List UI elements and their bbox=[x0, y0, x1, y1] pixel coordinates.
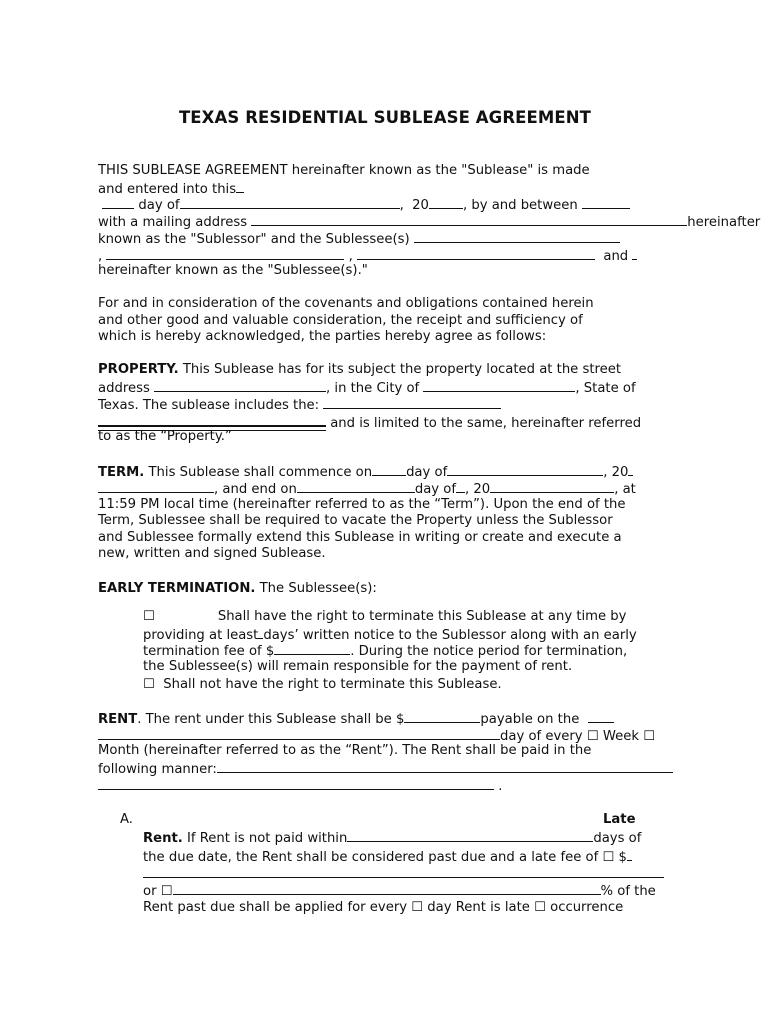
intro-text: 20 bbox=[412, 198, 429, 213]
termination-option-1-line-3 bbox=[143, 642, 627, 660]
start-month-blank[interactable] bbox=[447, 463, 603, 476]
consideration-text: which is hereby acknowledged, the parties hereby agree as follows: bbox=[98, 329, 547, 344]
late-rent-line-4 bbox=[143, 882, 656, 900]
term-heading: TERM. bbox=[98, 465, 145, 480]
city-blank[interactable] bbox=[423, 379, 575, 392]
property-text: to as the “Property.” bbox=[98, 429, 232, 444]
late-rent-text: $ bbox=[618, 850, 627, 865]
option-text: Shall have the right to terminate this Sublease at any time by bbox=[217, 609, 627, 624]
late-fee-blank-line[interactable] bbox=[143, 877, 664, 878]
start-day-blank[interactable] bbox=[372, 463, 406, 476]
property-underline bbox=[98, 430, 326, 431]
late-fee-percent-blank[interactable] bbox=[173, 882, 601, 895]
property-line-2 bbox=[98, 379, 636, 397]
sublessee-name-blank[interactable] bbox=[106, 247, 344, 260]
includes-blank-continued[interactable] bbox=[98, 413, 326, 427]
term-text: and Sublessee formally extend this Sublease in writing or create and execute a bbox=[98, 530, 622, 545]
intro-line-6: , , and bbox=[98, 247, 637, 265]
termination-option-2 bbox=[143, 677, 502, 693]
term-text: new, written and signed Sublease. bbox=[98, 546, 326, 561]
term-line-5 bbox=[98, 530, 622, 546]
intro-text: hereinafter bbox=[687, 215, 761, 230]
intro-line-1 bbox=[98, 163, 590, 179]
payment-manner-blank-continued[interactable] bbox=[98, 777, 494, 790]
consideration-text: For and in consideration of the covenants and obligations contained herein bbox=[98, 296, 594, 311]
option-text: termination fee of $ bbox=[143, 644, 275, 659]
rent-text: . The rent under this Sublease shall be $ bbox=[137, 712, 405, 727]
rent-line-4 bbox=[98, 760, 673, 778]
late-rent-text: or bbox=[143, 884, 157, 899]
consideration-line-2 bbox=[98, 313, 583, 329]
checkbox-flat-fee[interactable]: ☐ bbox=[602, 850, 615, 865]
property-line-5 bbox=[98, 429, 232, 445]
term-text: , at bbox=[614, 482, 636, 497]
late-rent-text: day Rent is late bbox=[427, 900, 530, 915]
checkbox-right-to-terminate[interactable]: ☐ bbox=[143, 609, 155, 624]
late-rent-text: If Rent is not paid within bbox=[182, 831, 348, 846]
end-day-blank[interactable] bbox=[297, 480, 415, 493]
late-rent-heading-late: Late bbox=[603, 812, 636, 827]
checkbox-month[interactable]: ☐ bbox=[643, 729, 656, 744]
option-text: Shall not have the right to terminate this Sublease. bbox=[163, 677, 502, 692]
property-text: address bbox=[98, 381, 150, 396]
term-line-2 bbox=[98, 480, 636, 498]
termination-option-1-line-4 bbox=[143, 659, 572, 675]
payment-manner-blank[interactable] bbox=[217, 760, 673, 773]
includes-blank[interactable] bbox=[323, 396, 501, 409]
month-blank[interactable] bbox=[180, 196, 400, 209]
late-rent-text: the due date, the Rent shall be considered past due and a late fee of bbox=[143, 850, 599, 865]
mailing-address-blank[interactable] bbox=[251, 213, 687, 226]
term-text: This Sublease shall commence on bbox=[144, 465, 373, 480]
termination-fee-blank[interactable] bbox=[274, 642, 350, 655]
term-text: day of bbox=[406, 465, 448, 480]
option-text: providing at least bbox=[143, 628, 259, 643]
intro-text: and entered into this bbox=[98, 182, 237, 197]
property-line-3 bbox=[98, 396, 501, 414]
term-text: , 20 bbox=[465, 482, 491, 497]
rent-text: Month (hereinafter referred to as the “Rent”). The Rent shall be paid in the bbox=[98, 743, 592, 758]
late-rent-text: occurrence bbox=[550, 900, 624, 915]
termination-option-1 bbox=[143, 609, 626, 625]
intro-text: THIS SUBLEASE AGREEMENT hereinafter known as the "Sublease" is made bbox=[98, 163, 590, 178]
intro-line-3: day of , 20 , by and between bbox=[98, 196, 630, 214]
intro-line-4 bbox=[98, 213, 760, 231]
intro-line-7 bbox=[98, 263, 368, 279]
term-text: Term, Sublessee shall be required to vacate the Property unless the Sublessor bbox=[98, 513, 613, 528]
blank-field[interactable] bbox=[236, 180, 244, 193]
term-text: day of bbox=[414, 482, 457, 497]
property-text: Texas. The sublease includes the: bbox=[98, 398, 320, 413]
rent-line-1 bbox=[98, 710, 614, 728]
late-fee-blank[interactable] bbox=[627, 848, 632, 861]
late-rent-line-5 bbox=[143, 900, 623, 916]
property-text: , State of bbox=[575, 381, 636, 396]
rent-text: . bbox=[498, 779, 503, 794]
rent-text: payable on the bbox=[480, 712, 580, 727]
option-text: days’ written notice to the Sublessor along with an early bbox=[263, 628, 637, 643]
year-blank[interactable] bbox=[429, 196, 463, 209]
rent-line-3 bbox=[98, 743, 591, 759]
late-rent-text: days of bbox=[593, 831, 642, 846]
intro-text: day of bbox=[138, 198, 180, 213]
early-termination-text: The Sublessee(s): bbox=[255, 581, 377, 596]
property-text: , in the City of bbox=[326, 381, 420, 396]
term-line-3 bbox=[98, 497, 626, 513]
rent-line-5 bbox=[98, 777, 502, 795]
rent-amount-blank[interactable] bbox=[404, 710, 480, 723]
term-line-6 bbox=[98, 546, 326, 562]
late-rent-heading: Rent. bbox=[143, 831, 183, 846]
intro-line-5 bbox=[98, 230, 620, 248]
option-text: . During the notice period for termination, bbox=[350, 644, 628, 659]
checkbox-percent-fee[interactable]: ☐ bbox=[160, 884, 173, 899]
rent-text: Week bbox=[602, 729, 639, 744]
property-heading: PROPERTY. bbox=[98, 362, 179, 377]
checkbox-occurrence[interactable]: ☐ bbox=[534, 900, 546, 915]
checkbox-week[interactable]: ☐ bbox=[586, 729, 599, 744]
sublessor-name-blank[interactable] bbox=[582, 196, 630, 209]
intro-text: hereinafter known as the "Sublessee(s)." bbox=[98, 263, 368, 278]
rent-text: day of every bbox=[500, 729, 583, 744]
intro-text: with a mailing address bbox=[98, 215, 248, 230]
option-text: the Sublessee(s) will remain responsible for the payment of rent. bbox=[143, 659, 573, 674]
start-year-blank-continued[interactable] bbox=[98, 480, 214, 493]
property-text: and is limited to the same, hereinafter referred bbox=[326, 416, 642, 431]
term-text: , and end on bbox=[214, 482, 297, 497]
street-address-blank[interactable] bbox=[154, 379, 326, 392]
late-rent-text: Rent past due shall be applied for every bbox=[143, 900, 408, 915]
late-rent-line-1 bbox=[143, 829, 641, 847]
intro-text: known as the "Sublessor" and the Sublessee(s) bbox=[98, 232, 410, 247]
consideration-line-3 bbox=[98, 329, 546, 345]
blank-field[interactable] bbox=[632, 247, 637, 260]
rent-heading: RENT bbox=[98, 712, 138, 727]
checkbox-no-right-to-terminate[interactable]: ☐ bbox=[143, 677, 155, 692]
day-blank[interactable] bbox=[102, 196, 134, 209]
term-text: , 20 bbox=[603, 465, 629, 480]
document-title: TEXAS RESIDENTIAL SUBLEASE AGREEMENT bbox=[178, 108, 592, 127]
end-year-blank[interactable] bbox=[490, 480, 614, 493]
property-line-1 bbox=[98, 362, 621, 378]
end-month-blank[interactable] bbox=[456, 480, 465, 493]
rent-text: following manner: bbox=[98, 762, 217, 777]
late-rent-line-2 bbox=[143, 848, 632, 866]
term-text: 11:59 PM local time (hereinafter referred to as the “Term”). Upon the end of the bbox=[98, 497, 626, 512]
term-line-1 bbox=[98, 463, 633, 481]
early-termination-line bbox=[98, 581, 377, 597]
rent-due-day-blank-continued[interactable] bbox=[98, 727, 500, 740]
late-rent-marker: A. bbox=[120, 812, 133, 827]
grace-days-blank[interactable] bbox=[347, 829, 593, 842]
start-year-blank[interactable] bbox=[628, 463, 633, 476]
intro-text: and bbox=[603, 249, 629, 264]
rent-due-day-blank[interactable] bbox=[588, 710, 614, 723]
property-text: This Sublease has for its subject the property located at the street bbox=[178, 362, 622, 377]
sublessee-name-blank[interactable] bbox=[414, 230, 620, 243]
consideration-line-1 bbox=[98, 296, 594, 312]
sublessee-name-blank[interactable] bbox=[357, 247, 595, 260]
consideration-text: and other good and valuable consideration, the receipt and sufficiency of bbox=[98, 313, 583, 328]
term-line-4 bbox=[98, 513, 613, 529]
late-rent-text: % of the bbox=[600, 884, 656, 899]
checkbox-every-day[interactable]: ☐ bbox=[411, 900, 424, 915]
early-termination-heading: EARLY TERMINATION. bbox=[98, 581, 256, 596]
intro-text: , by and between bbox=[462, 198, 578, 213]
